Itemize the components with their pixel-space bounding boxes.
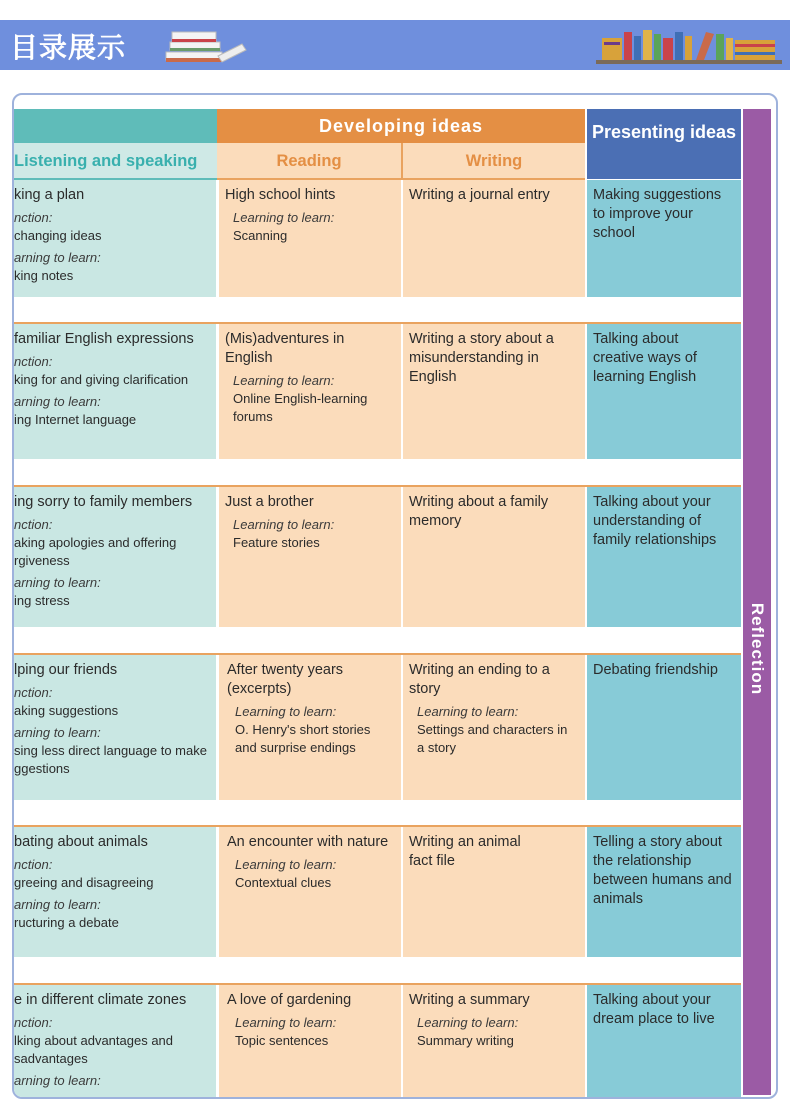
- row6-writing-text: Summary writing: [417, 1033, 514, 1048]
- page-title: 目录展示: [10, 31, 127, 64]
- header-banner: [0, 20, 790, 70]
- row5-listening: [14, 827, 216, 957]
- row1-reading-label: Learning to learn:: [233, 210, 335, 225]
- row5-function-label: nction:: [14, 857, 53, 872]
- row4-reading: [219, 655, 401, 800]
- row6-learning-label: arning to learn:: [14, 1073, 101, 1088]
- bookshelf-icon: [596, 26, 782, 66]
- row2-listening-title: familiar English expressions: [14, 331, 194, 347]
- row2-listening: [14, 324, 216, 459]
- row3-reading: [219, 487, 401, 627]
- listening-header-top: [14, 109, 217, 143]
- row3-function-label: nction:: [14, 517, 53, 532]
- listening-speaking-label: Listening and speaking: [14, 152, 198, 170]
- presenting-ideas-header: Presenting ideas: [587, 109, 741, 179]
- table-of-contents: [12, 93, 778, 1099]
- writing-header: Writing: [403, 143, 585, 179]
- row2-reading-title: (Mis)adventures in English: [225, 331, 345, 366]
- row1-learning-text: king notes: [14, 268, 74, 283]
- row6-reading-label: Learning to learn:: [235, 1015, 337, 1030]
- row4-presenting-title: Debating friendship: [593, 662, 718, 678]
- row6-reading-text: Topic sentences: [235, 1033, 329, 1048]
- row4-learning-text: sing less direct language to make ggestions: [14, 743, 207, 776]
- row3-presenting-title: Talking about your understanding of family relationships: [593, 494, 717, 548]
- reading-header: Reading: [217, 143, 401, 179]
- row4-writing-text: Settings and characters in a story: [417, 722, 568, 755]
- row1-function-text: changing ideas: [14, 228, 102, 243]
- row6-reading-title: A love of gardening: [227, 992, 352, 1008]
- row1-listening: [14, 180, 216, 297]
- row2-writing: [403, 324, 585, 459]
- row5-writing: [403, 827, 585, 957]
- row4-reading-label: Learning to learn:: [235, 704, 337, 719]
- row4-learning-label: arning to learn:: [14, 725, 101, 740]
- row4-listening-title: lping our friends: [14, 662, 118, 678]
- row5-learning-text: ructuring a debate: [14, 915, 119, 930]
- row6-writing-title: Writing a summary: [409, 992, 530, 1008]
- row4-listening: [14, 655, 216, 800]
- reflection-bar: [743, 109, 771, 1095]
- row2-presenting-title: Talking about creative ways of learning English: [593, 331, 697, 385]
- row1-writing: [403, 180, 585, 297]
- row3-listening: [14, 487, 216, 627]
- row6-function-text: lking about advantages and sadvantages: [14, 1033, 174, 1066]
- row5-reading: [219, 827, 401, 957]
- developing-ideas-header: Developing ideas: [217, 109, 585, 143]
- row2-reading-text: Online English-learning forums: [233, 391, 368, 424]
- row2-learning-label: arning to learn:: [14, 394, 101, 409]
- row4-writing: [403, 655, 585, 800]
- row1-reading: [219, 180, 401, 297]
- row4-writing-title: Writing an ending to a story: [409, 662, 550, 697]
- row5-presenting: [587, 827, 741, 957]
- listening-speaking-header: [14, 143, 217, 179]
- row6-presenting: [587, 985, 741, 1097]
- row4-function-text: aking suggestions: [14, 703, 119, 718]
- row1-reading-title: High school hints: [225, 187, 336, 203]
- row1-presenting-title: Making suggestions to improve your school: [593, 187, 722, 241]
- row5-learning-label: arning to learn:: [14, 897, 101, 912]
- row1-learning-label: arning to learn:: [14, 250, 101, 265]
- row4-reading-text: O. Henry's short stories and surprise endings: [235, 722, 371, 755]
- row5-reading-title: An encounter with nature: [227, 834, 389, 850]
- row2-learning-text: ing Internet language: [14, 412, 137, 427]
- row2-function-label: nction:: [14, 354, 53, 369]
- row6-reading: [219, 985, 401, 1097]
- row3-presenting: [587, 487, 741, 627]
- row5-function-text: greeing and disagreeing: [14, 875, 154, 890]
- row4-function-label: nction:: [14, 685, 53, 700]
- row2-reading: [219, 324, 401, 459]
- row2-presenting: [587, 324, 741, 459]
- header-divider: [401, 143, 403, 179]
- row3-learning-label: arning to learn:: [14, 575, 101, 590]
- row3-writing: [403, 487, 585, 627]
- row1-reading-text: Scanning: [233, 228, 288, 243]
- row4-presenting: [587, 655, 741, 800]
- row6-presenting-title: Talking about your dream place to live: [593, 992, 715, 1027]
- row6-function-label: nction:: [14, 1015, 53, 1030]
- row3-listening-title: ing sorry to family members: [14, 494, 193, 510]
- row2-function-text: king for and giving clarification: [14, 372, 189, 387]
- row4-writing-label: Learning to learn:: [417, 704, 519, 719]
- row5-listening-title: bating about animals: [14, 834, 148, 850]
- row1-listening-title: king a plan: [14, 187, 85, 203]
- row1-function-label: nction:: [14, 210, 53, 225]
- row3-reading-title: Just a brother: [225, 494, 314, 510]
- row6-writing: [403, 985, 585, 1097]
- row6-listening-title: e in different climate zones: [14, 992, 187, 1008]
- row3-function-text: aking apologies and offering rgiveness: [14, 535, 177, 568]
- row6-listening: [14, 985, 216, 1097]
- row3-reading-text: Feature stories: [233, 535, 320, 550]
- row2-writing-title: Writing a story about a misunderstanding in English: [409, 331, 554, 385]
- reflection-label: Reflection: [748, 602, 767, 696]
- row5-presenting-title: Telling a story about the relationship between humans and animals: [593, 834, 732, 907]
- row2-reading-label: Learning to learn:: [233, 373, 335, 388]
- row1-presenting: [587, 180, 741, 297]
- row3-learning-text: ing stress: [14, 593, 70, 608]
- row1-writing-title: Writing a journal entry: [409, 187, 550, 203]
- row3-writing-title: Writing about a family memory: [409, 494, 549, 529]
- row4-reading-title: After twenty years (excerpts): [227, 662, 344, 697]
- row5-reading-text: Contextual clues: [235, 875, 332, 890]
- row5-writing-title: Writing an animal fact file: [409, 834, 521, 869]
- book-stack-icon: [162, 26, 248, 66]
- row5-reading-label: Learning to learn:: [235, 857, 337, 872]
- row3-reading-label: Learning to learn:: [233, 517, 335, 532]
- row6-writing-label: Learning to learn:: [417, 1015, 519, 1030]
